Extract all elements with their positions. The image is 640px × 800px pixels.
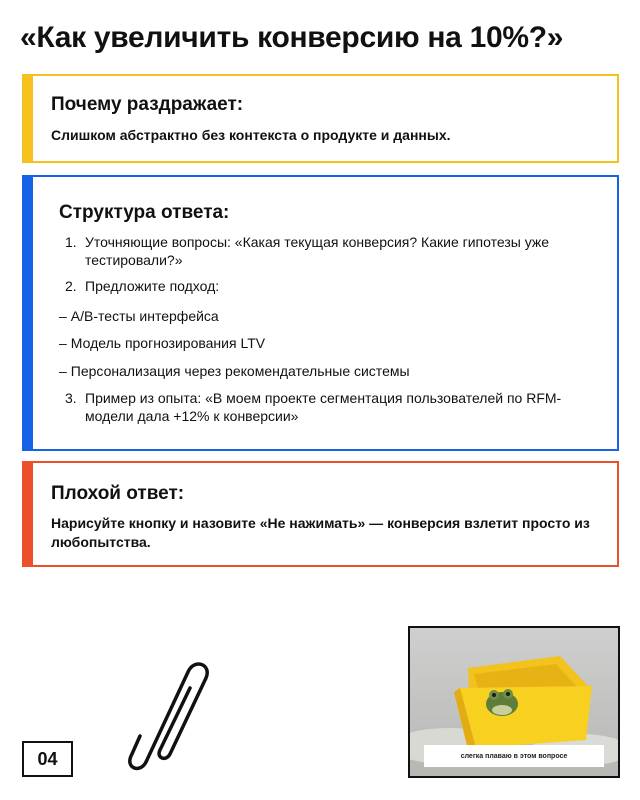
list-item-text: Уточняющие вопросы: «Какая текущая конверсия? Какие гипотезы уже тестировали?» (85, 234, 550, 268)
why-annoying-heading: Почему раздражает: (51, 94, 244, 115)
page-title: «Как увеличить конверсию на 10%?» (20, 21, 564, 54)
list-item-text: Персонализация через рекомендательные системы (70, 363, 410, 379)
list-item-text: Модель прогнозирования LTV (70, 335, 266, 351)
why-annoying-card (22, 74, 619, 163)
list-item (59, 277, 599, 295)
list-item-text: A/B-тесты интерфейса (70, 308, 219, 324)
why-annoying-text: Слишком абстрактно без контекста о продукте и данных. (51, 127, 451, 143)
bad-answer-card (22, 461, 619, 567)
answer-structure-card (22, 175, 619, 451)
list-item (59, 362, 599, 380)
list-item-number: 2. (65, 278, 77, 294)
list-item (59, 334, 599, 352)
answer-structure-heading: Структура ответа: (59, 202, 230, 223)
list-item (59, 233, 599, 269)
bad-answer-text: Нарисуйте кнопку и назовите «Не нажимать» — конверсия взлетит просто из любопытства. (51, 515, 590, 550)
bad-answer-heading: Плохой ответ: (51, 483, 185, 504)
meme-caption: слегка плаваю в этом вопросе (424, 745, 604, 767)
page-number: 04 (22, 741, 73, 777)
list-item-number: 3. (65, 390, 77, 406)
list-item-dash: – (59, 308, 67, 324)
list-item (59, 389, 599, 425)
list-item-dash: – (59, 363, 67, 379)
list-item-text: Предложите подход: (85, 278, 220, 294)
meme-image (408, 626, 620, 778)
paperclip-icon (126, 650, 216, 775)
list-item (59, 307, 599, 325)
list-item-text: Пример из опыта: «В моем проекте сегментация пользователей по RFM-модели дала +12% к конверсии» (85, 390, 562, 424)
list-item-dash: – (59, 335, 67, 351)
list-item-number: 1. (65, 234, 77, 250)
